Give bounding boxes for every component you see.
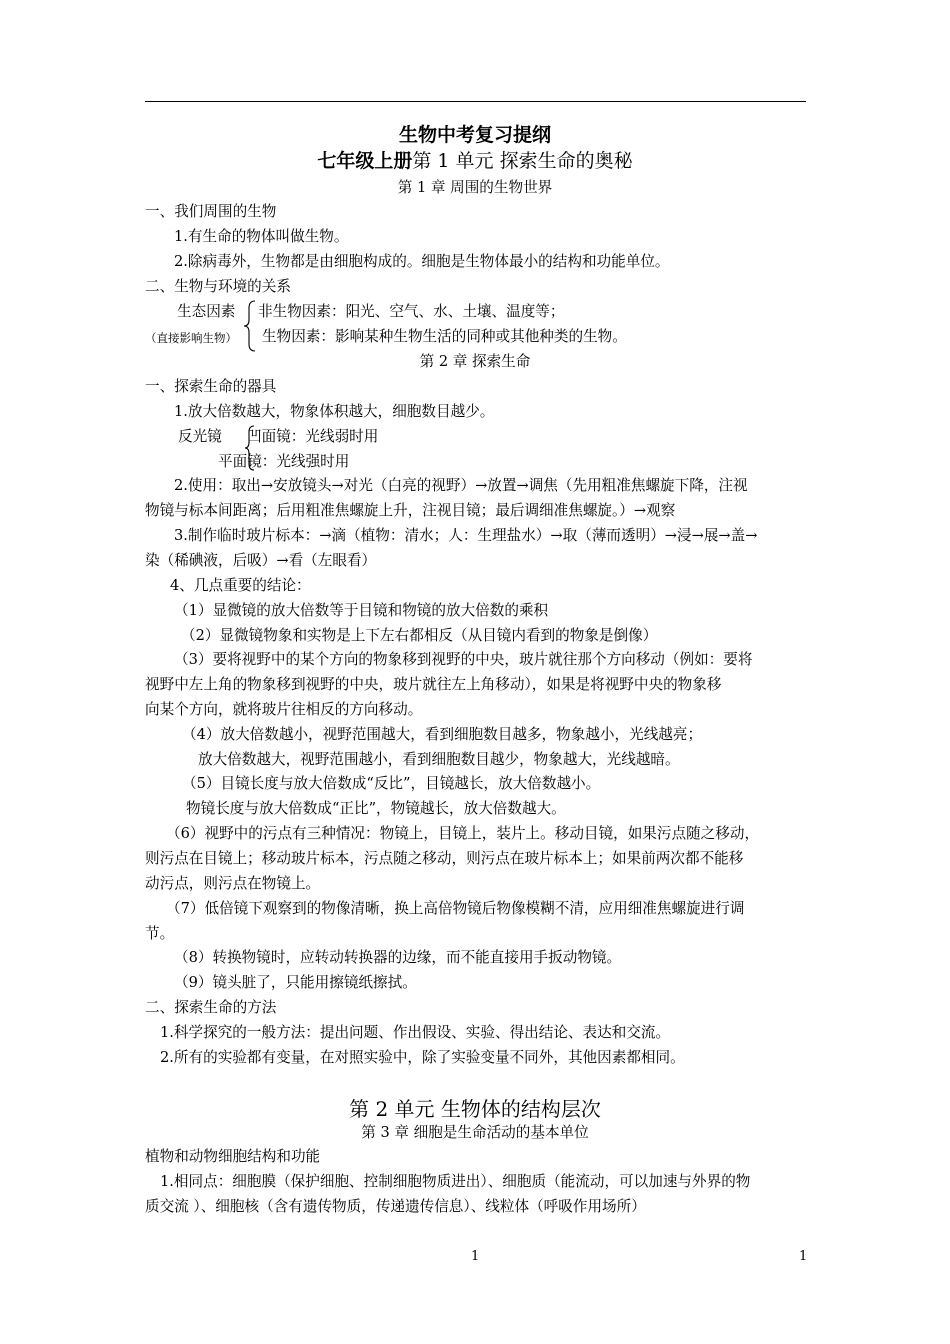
conclusion-item: 视野中左上角的物象移到视野的中央，玻片就往左上角移动），如果是将视野中央的物象移	[145, 676, 722, 693]
unit1-name: 第 1 单元 探索生命的奥秘	[412, 150, 633, 172]
paragraph: 2.除病毒外，生物都是由细胞构成的。细胞是生物体最小的结构和功能单位。	[174, 253, 670, 270]
page-number-right: 1	[799, 1249, 808, 1264]
paragraph: 2.使用：取出→安放镜头→对光（白亮的视野）→放置→调焦（先用粗准焦螺旋下降，注视	[174, 477, 748, 494]
conclusion-item: 则污点在目镜上；移动玻片标本，污点随之移动，则污点在玻片标本上；如果前两次都不能移	[145, 850, 744, 867]
unit2-title: 第 2 单元 生物体的结构层次	[349, 1097, 601, 1121]
biotic-factors: 生物因素：影响某种生物生活的同种或其他种类的生物。	[262, 328, 627, 345]
chapter2-title: 第 2 章 探索生命	[419, 353, 531, 370]
paragraph: 1.有生命的物体叫做生物。	[174, 228, 349, 245]
paragraph: 染（稀碘液，后吸）→看（左眼看）	[145, 552, 377, 569]
paragraph: 3.制作临时玻片标本：→滴（植物：清水；人：生理盐水）→取（薄而透明）→浸→展→盖→	[174, 527, 758, 544]
section-heading: 一、我们周围的生物	[145, 203, 277, 220]
header-rule	[145, 101, 806, 102]
grade-label: 七年级上册	[317, 150, 413, 172]
conclusion-item: （8）转换物镜时，应转动转换器的边缘，而不能直接用手扳动物镜。	[174, 949, 622, 966]
conclusion-item: 放大倍数越大，视野范围越小，看到细胞数目越少，物象越大，光线越暗。	[198, 751, 680, 768]
section-heading: 植物和动物细胞结构和功能	[145, 1148, 321, 1165]
paragraph: 1.放大倍数越大，物象体积越大，细胞数目越少。	[174, 403, 495, 420]
conclusion-item: 物镜长度与放大倍数成“正比”，物镜越长，放大倍数越大。	[186, 800, 566, 817]
conclusion-item: （2）显微镜物象和实物是上下左右都相反（从目镜内看到的物象是倒像）	[181, 627, 658, 644]
conclusion-item: （6）视野中的污点有三种情况：物镜上，目镜上，装片上。移动目镜，如果污点随之移动，	[166, 825, 760, 842]
paragraph: 1.相同点：细胞膜（保护细胞、控制细胞物质进出）、细胞质（能流动，可以加速与外界的物	[160, 1173, 751, 1190]
conclusion-item: （4）放大倍数越小，视野范围越大，看到细胞数目越多，物象越小，光线越亮；	[182, 726, 703, 743]
paragraph: 1.科学探究的一般方法：提出问题、作出假设、实验、得出结论、表达和交流。	[160, 1024, 671, 1041]
paragraph: 物镜与标本间距离；后用粗准焦螺旋上升，注视目镜；最后调细准焦螺旋。）→观察	[145, 502, 676, 519]
flat-mirror: 平面镜：光线强时用	[218, 453, 350, 470]
unit1-title	[0, 149, 950, 173]
conclusion-item: （5）目镜长度与放大倍数成“反比”，目镜越长，放大倍数越小。	[182, 775, 601, 792]
chapter3-title: 第 3 章 细胞是生命活动的基本单位	[361, 1124, 589, 1141]
conclusion-item: 向某个方向，就将玻片往相反的方向移动。	[145, 701, 423, 718]
brace-icon	[242, 299, 258, 353]
concave-mirror: 凹面镜：光线弱时用	[247, 428, 379, 445]
section-heading: 二、探索生命的方法	[145, 999, 277, 1016]
conclusion-item: （1）显微镜的放大倍数等于目镜和物镜的放大倍数的乘积	[174, 602, 549, 619]
conclusion-item: 节。	[145, 925, 175, 942]
paragraph: 质交流 ）、细胞核（含有遗传物质，传递遗传信息）、线粒体（呼吸作用场所）	[145, 1198, 646, 1215]
chapter1-title: 第 1 章 周围的生物世界	[397, 179, 553, 196]
conclusion-item: （7）低倍镜下观察到的物像清晰，换上高倍物镜后物像模糊不清，应用细准焦螺旋进行调	[166, 900, 745, 917]
subsection-heading: 4、几点重要的结论：	[170, 577, 311, 594]
page-number: 1	[471, 1249, 480, 1264]
paragraph: 2.所有的实验都有变量，在对照实验中，除了实验变量不同外，其他因素都相同。	[160, 1049, 685, 1066]
document-title: 生物中考复习提纲	[398, 124, 551, 146]
eco-factor-label: 生态因素	[177, 303, 236, 320]
section-heading: 一、探索生命的器具	[145, 378, 277, 395]
eco-factor-note: （直接影响生物）	[145, 331, 237, 345]
abiotic-factors: 非生物因素：阳光、空气、水、土壤、温度等；	[258, 303, 565, 320]
mirror-label: 反光镜	[178, 428, 222, 445]
conclusion-item: （3）要将视野中的某个方向的物象移到视野的中央，玻片就往那个方向移动（例如：要将	[174, 651, 753, 668]
conclusion-item: （9）镜头脏了，只能用擦镜纸擦拭。	[174, 974, 417, 991]
conclusion-item: 动污点，则污点在物镜上。	[145, 875, 321, 892]
section-heading: 二、生物与环境的关系	[145, 278, 291, 295]
